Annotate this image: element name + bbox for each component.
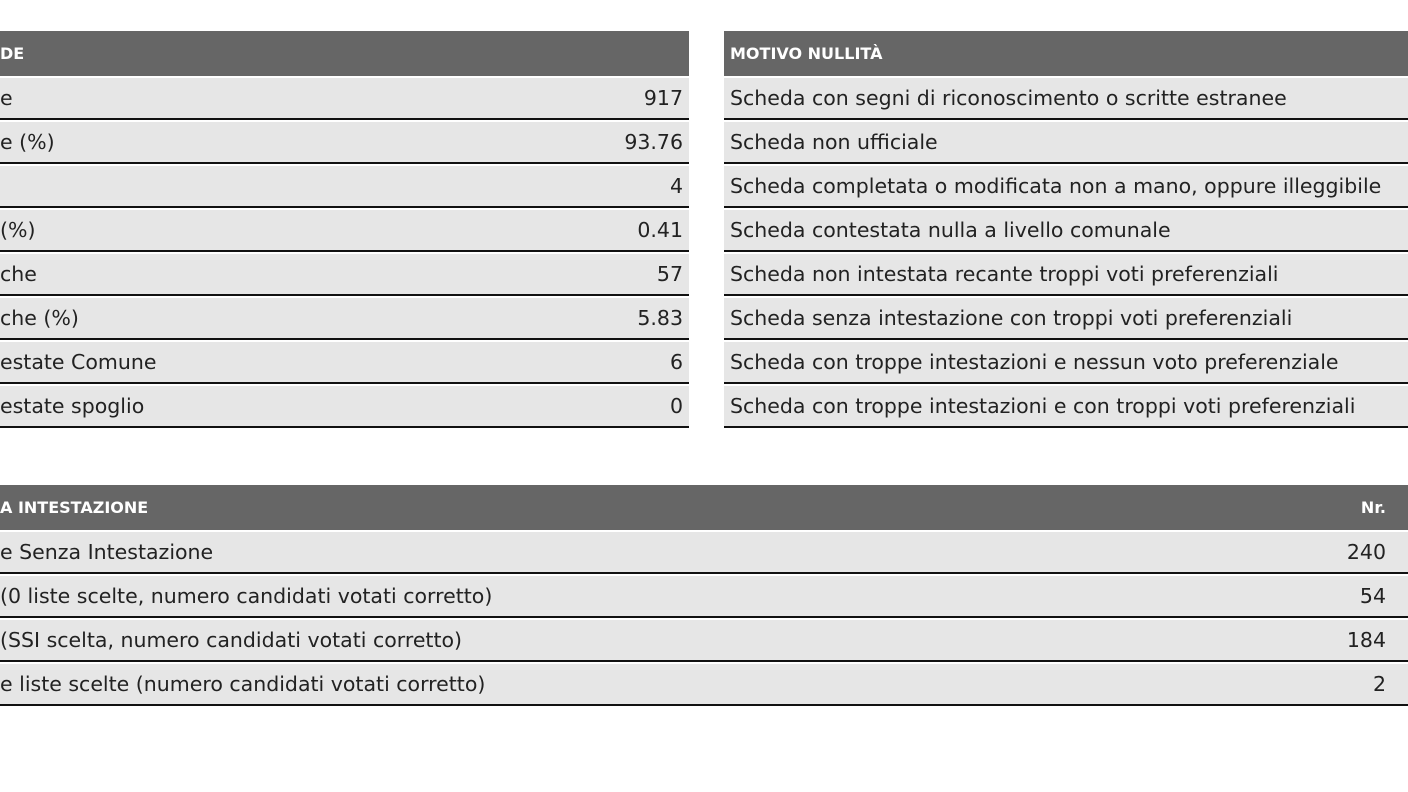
row-value: 0.41 <box>637 218 683 242</box>
row-value: 93.76 <box>624 130 683 154</box>
table-row <box>0 120 689 164</box>
row-label: Scheda non ufficiale <box>730 130 938 154</box>
table-row <box>0 164 689 208</box>
row-value: 917 <box>643 86 683 110</box>
table-row <box>724 384 1408 428</box>
row-label: e <box>0 86 13 110</box>
table-row <box>724 208 1408 252</box>
row-value: 2 <box>1372 672 1386 696</box>
row-value: 57 <box>656 262 683 286</box>
row-label: (%) <box>0 218 36 242</box>
table-row <box>724 252 1408 296</box>
summary-header-label: DE <box>0 44 25 63</box>
row-label: (0 liste scelte, numero candidati votati corretto) <box>0 584 493 608</box>
table-row <box>0 618 1408 662</box>
table-row <box>0 530 1408 574</box>
row-value: 5.83 <box>637 306 683 330</box>
table-row <box>724 120 1408 164</box>
no-header-table-header <box>0 485 1408 530</box>
nullity-table-header <box>724 31 1408 76</box>
row-label: estate Comune <box>0 350 157 374</box>
row-value: 240 <box>1346 540 1386 564</box>
no-header-table <box>0 485 1408 706</box>
table-row <box>0 574 1408 618</box>
table-row <box>0 384 689 428</box>
row-value: 4 <box>669 174 683 198</box>
table-row <box>0 252 689 296</box>
table-row <box>724 76 1408 120</box>
row-label: Scheda contestata nulla a livello comunale <box>730 218 1171 242</box>
row-value: 54 <box>1359 584 1386 608</box>
row-label: estate spoglio <box>0 394 145 418</box>
row-label: e liste scelte (numero candidati votati corretto) <box>0 672 486 696</box>
row-label: e Senza Intestazione <box>0 540 214 564</box>
summary-table-header <box>0 31 689 76</box>
row-label: Scheda con troppe intestazioni e nessun voto preferenziale <box>730 350 1339 374</box>
summary-table <box>0 31 689 428</box>
nullity-header-label: MOTIVO NULLITÀ <box>730 44 883 63</box>
row-value: 6 <box>669 350 683 374</box>
table-row <box>0 296 689 340</box>
no-header-header-label: A INTESTAZIONE <box>0 498 149 517</box>
row-label: Scheda senza intestazione con troppi voti preferenziali <box>730 306 1293 330</box>
row-value: 0 <box>669 394 683 418</box>
nullity-reasons-table <box>724 31 1408 428</box>
row-label: che (%) <box>0 306 79 330</box>
table-row <box>0 662 1408 706</box>
table-row <box>724 296 1408 340</box>
row-label: Scheda completata o modificata non a mano, oppure illeggibile <box>730 174 1382 198</box>
table-row <box>0 76 689 120</box>
table-row <box>0 340 689 384</box>
table-row <box>724 340 1408 384</box>
row-label: Scheda non intestata recante troppi voti preferenziali <box>730 262 1279 286</box>
row-value: 184 <box>1346 628 1386 652</box>
row-label: e (%) <box>0 130 55 154</box>
count-column-header: Nr. <box>1360 498 1386 517</box>
row-label: Scheda con segni di riconoscimento o scritte estranee <box>730 86 1287 110</box>
row-label: Scheda con troppe intestazioni e con troppi voti preferenziali <box>730 394 1356 418</box>
row-label: (SSI scelta, numero candidati votati corretto) <box>0 628 463 652</box>
table-row <box>0 208 689 252</box>
table-row <box>724 164 1408 208</box>
row-label: che <box>0 262 37 286</box>
